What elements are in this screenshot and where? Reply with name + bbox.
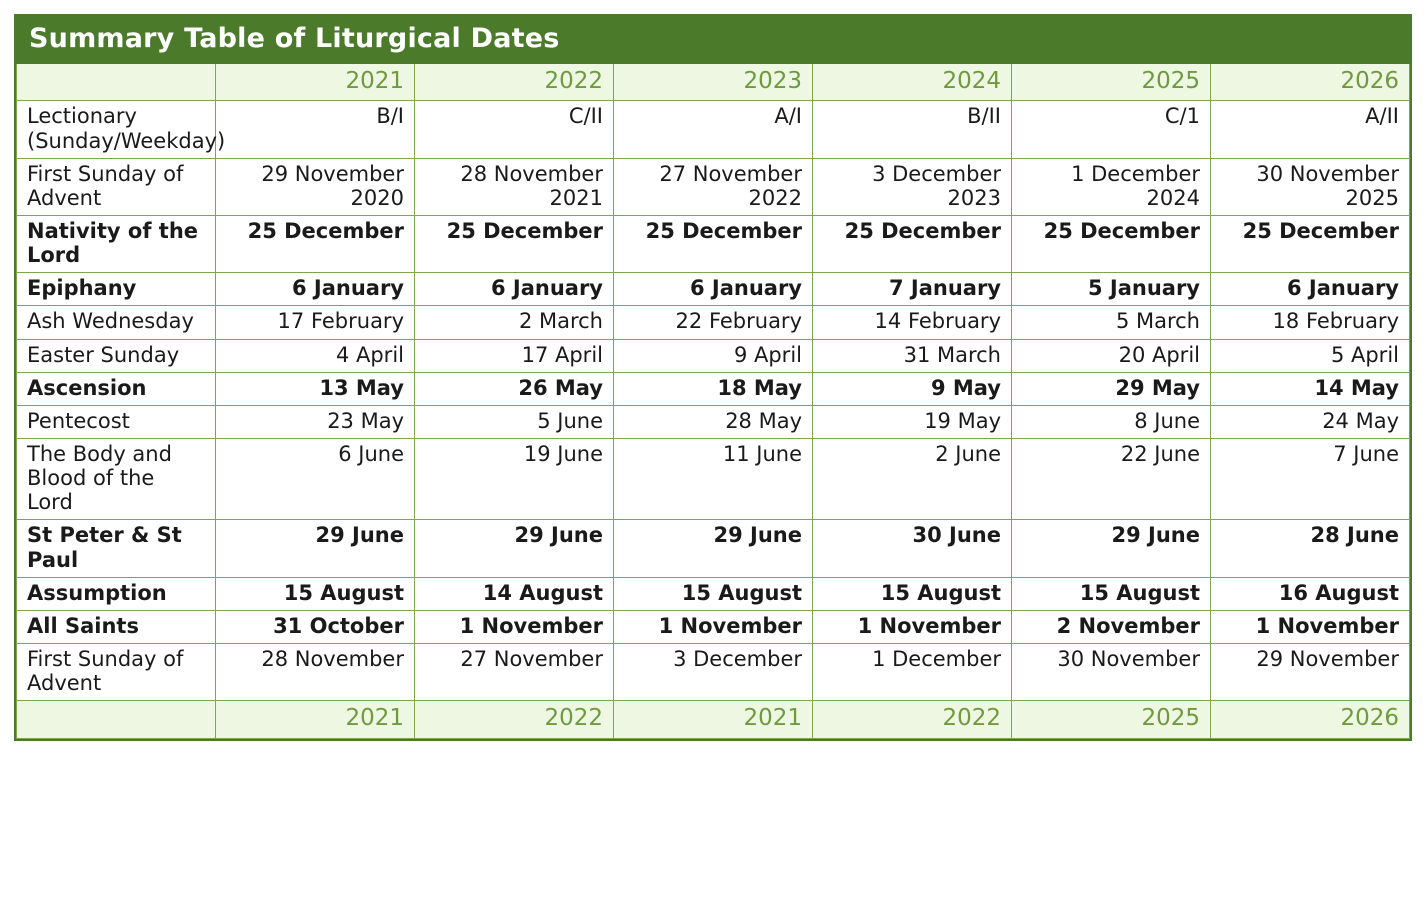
row-value: 25 December — [1012, 216, 1211, 273]
row-value: 26 May — [415, 372, 614, 405]
year-header-2023: 2023 — [614, 64, 813, 101]
row-value: 24 May — [1211, 405, 1410, 438]
table-row — [17, 101, 1410, 158]
table-row — [17, 372, 1410, 405]
row-value: 28 November 2021 — [415, 158, 614, 215]
table-row — [17, 520, 1410, 577]
row-value: 3 December 2023 — [813, 158, 1012, 215]
row-value: 6 January — [1211, 273, 1410, 306]
row-value: 22 June — [1012, 439, 1211, 520]
row-label: All Saints — [17, 610, 216, 643]
year-footer-3: 2021 — [614, 701, 813, 738]
year-header-2024: 2024 — [813, 64, 1012, 101]
row-value: 8 June — [1012, 405, 1211, 438]
row-value: 13 May — [216, 372, 415, 405]
row-value: 1 November — [813, 610, 1012, 643]
row-label: St Peter & St Paul — [17, 520, 216, 577]
row-value: 25 December — [216, 216, 415, 273]
row-value: 1 December 2024 — [1012, 158, 1211, 215]
year-footer-row — [17, 701, 1410, 738]
row-value: 19 May — [813, 405, 1012, 438]
table-title-row — [17, 17, 1410, 64]
table-row — [17, 306, 1410, 339]
row-value: 14 May — [1211, 372, 1410, 405]
row-value: 9 April — [614, 339, 813, 372]
liturgical-dates-table — [16, 16, 1410, 739]
liturgical-dates-table-container — [14, 14, 1412, 741]
year-footer-5: 2025 — [1012, 701, 1211, 738]
row-value: 2 March — [415, 306, 614, 339]
row-value: 22 February — [614, 306, 813, 339]
row-label: Ash Wednesday — [17, 306, 216, 339]
year-footer-1: 2021 — [216, 701, 415, 738]
table-row — [17, 339, 1410, 372]
year-footer-2: 2022 — [415, 701, 614, 738]
row-label: Pentecost — [17, 405, 216, 438]
row-value: 28 May — [614, 405, 813, 438]
table-row — [17, 610, 1410, 643]
year-header-spacer — [17, 64, 216, 101]
year-header-2026: 2026 — [1211, 64, 1410, 101]
row-value: 6 January — [216, 273, 415, 306]
row-label: Ascension — [17, 372, 216, 405]
row-value: 15 August — [216, 577, 415, 610]
row-value: 15 August — [1012, 577, 1211, 610]
row-value: 30 November 2025 — [1211, 158, 1410, 215]
row-value: C/1 — [1012, 101, 1211, 158]
row-value: 7 January — [813, 273, 1012, 306]
row-value: 29 November 2020 — [216, 158, 415, 215]
row-value: 25 December — [1211, 216, 1410, 273]
row-value: 17 February — [216, 306, 415, 339]
row-value: 29 June — [1012, 520, 1211, 577]
row-value: C/II — [415, 101, 614, 158]
row-value: 20 April — [1012, 339, 1211, 372]
row-value: 25 December — [614, 216, 813, 273]
row-value: 1 November — [415, 610, 614, 643]
row-value: 15 August — [813, 577, 1012, 610]
row-value: 3 December — [614, 644, 813, 701]
row-value: 30 June — [813, 520, 1012, 577]
row-value: 2 November — [1012, 610, 1211, 643]
row-label: First Sunday of Advent — [17, 158, 216, 215]
page-title: Summary Table of Liturgical Dates — [17, 17, 1410, 64]
row-value: B/I — [216, 101, 415, 158]
table-row — [17, 158, 1410, 215]
row-value: A/I — [614, 101, 813, 158]
row-value: 25 December — [813, 216, 1012, 273]
year-footer-4: 2022 — [813, 701, 1012, 738]
row-value: 1 November — [1211, 610, 1410, 643]
year-footer-6: 2026 — [1211, 701, 1410, 738]
row-value: 29 June — [415, 520, 614, 577]
row-value: 18 May — [614, 372, 813, 405]
row-value: 6 June — [216, 439, 415, 520]
row-value: 6 January — [415, 273, 614, 306]
row-label: Nativity of the Lord — [17, 216, 216, 273]
table-row — [17, 439, 1410, 520]
row-value: 31 October — [216, 610, 415, 643]
row-value: 6 January — [614, 273, 813, 306]
row-value: 31 March — [813, 339, 1012, 372]
row-value: 30 November — [1012, 644, 1211, 701]
row-value: 29 June — [216, 520, 415, 577]
row-value: 27 November 2022 — [614, 158, 813, 215]
row-value: 1 November — [614, 610, 813, 643]
row-value: 29 June — [614, 520, 813, 577]
row-value: 14 February — [813, 306, 1012, 339]
row-value: 28 June — [1211, 520, 1410, 577]
row-label: The Body and Blood of the Lord — [17, 439, 216, 520]
row-value: B/II — [813, 101, 1012, 158]
table-row — [17, 405, 1410, 438]
row-value: 14 August — [415, 577, 614, 610]
table-row — [17, 644, 1410, 701]
row-value: 23 May — [216, 405, 415, 438]
row-value: 25 December — [415, 216, 614, 273]
row-value: 17 April — [415, 339, 614, 372]
row-label: First Sunday of Advent — [17, 644, 216, 701]
table-row — [17, 216, 1410, 273]
row-value: 11 June — [614, 439, 813, 520]
year-header-2025: 2025 — [1012, 64, 1211, 101]
row-value: 9 May — [813, 372, 1012, 405]
row-value: 5 January — [1012, 273, 1211, 306]
row-value: 5 April — [1211, 339, 1410, 372]
row-value: 2 June — [813, 439, 1012, 520]
table-body — [17, 17, 1410, 739]
row-label: Epiphany — [17, 273, 216, 306]
table-row — [17, 577, 1410, 610]
row-value: 16 August — [1211, 577, 1410, 610]
year-header-2022: 2022 — [415, 64, 614, 101]
row-value: 15 August — [614, 577, 813, 610]
row-value: 27 November — [415, 644, 614, 701]
table-row — [17, 273, 1410, 306]
row-label: Easter Sunday — [17, 339, 216, 372]
year-footer-spacer — [17, 701, 216, 738]
row-label: Assumption — [17, 577, 216, 610]
row-value: 1 December — [813, 644, 1012, 701]
row-value: 7 June — [1211, 439, 1410, 520]
row-value: 19 June — [415, 439, 614, 520]
row-value: 29 November — [1211, 644, 1410, 701]
row-value: 5 June — [415, 405, 614, 438]
year-header-2021: 2021 — [216, 64, 415, 101]
row-value: 4 April — [216, 339, 415, 372]
row-value: 28 November — [216, 644, 415, 701]
row-value: 18 February — [1211, 306, 1410, 339]
row-value: A/II — [1211, 101, 1410, 158]
year-header-row — [17, 64, 1410, 101]
row-value: 5 March — [1012, 306, 1211, 339]
row-value: 29 May — [1012, 372, 1211, 405]
row-label: Lectionary (Sunday/Weekday) — [17, 101, 216, 158]
